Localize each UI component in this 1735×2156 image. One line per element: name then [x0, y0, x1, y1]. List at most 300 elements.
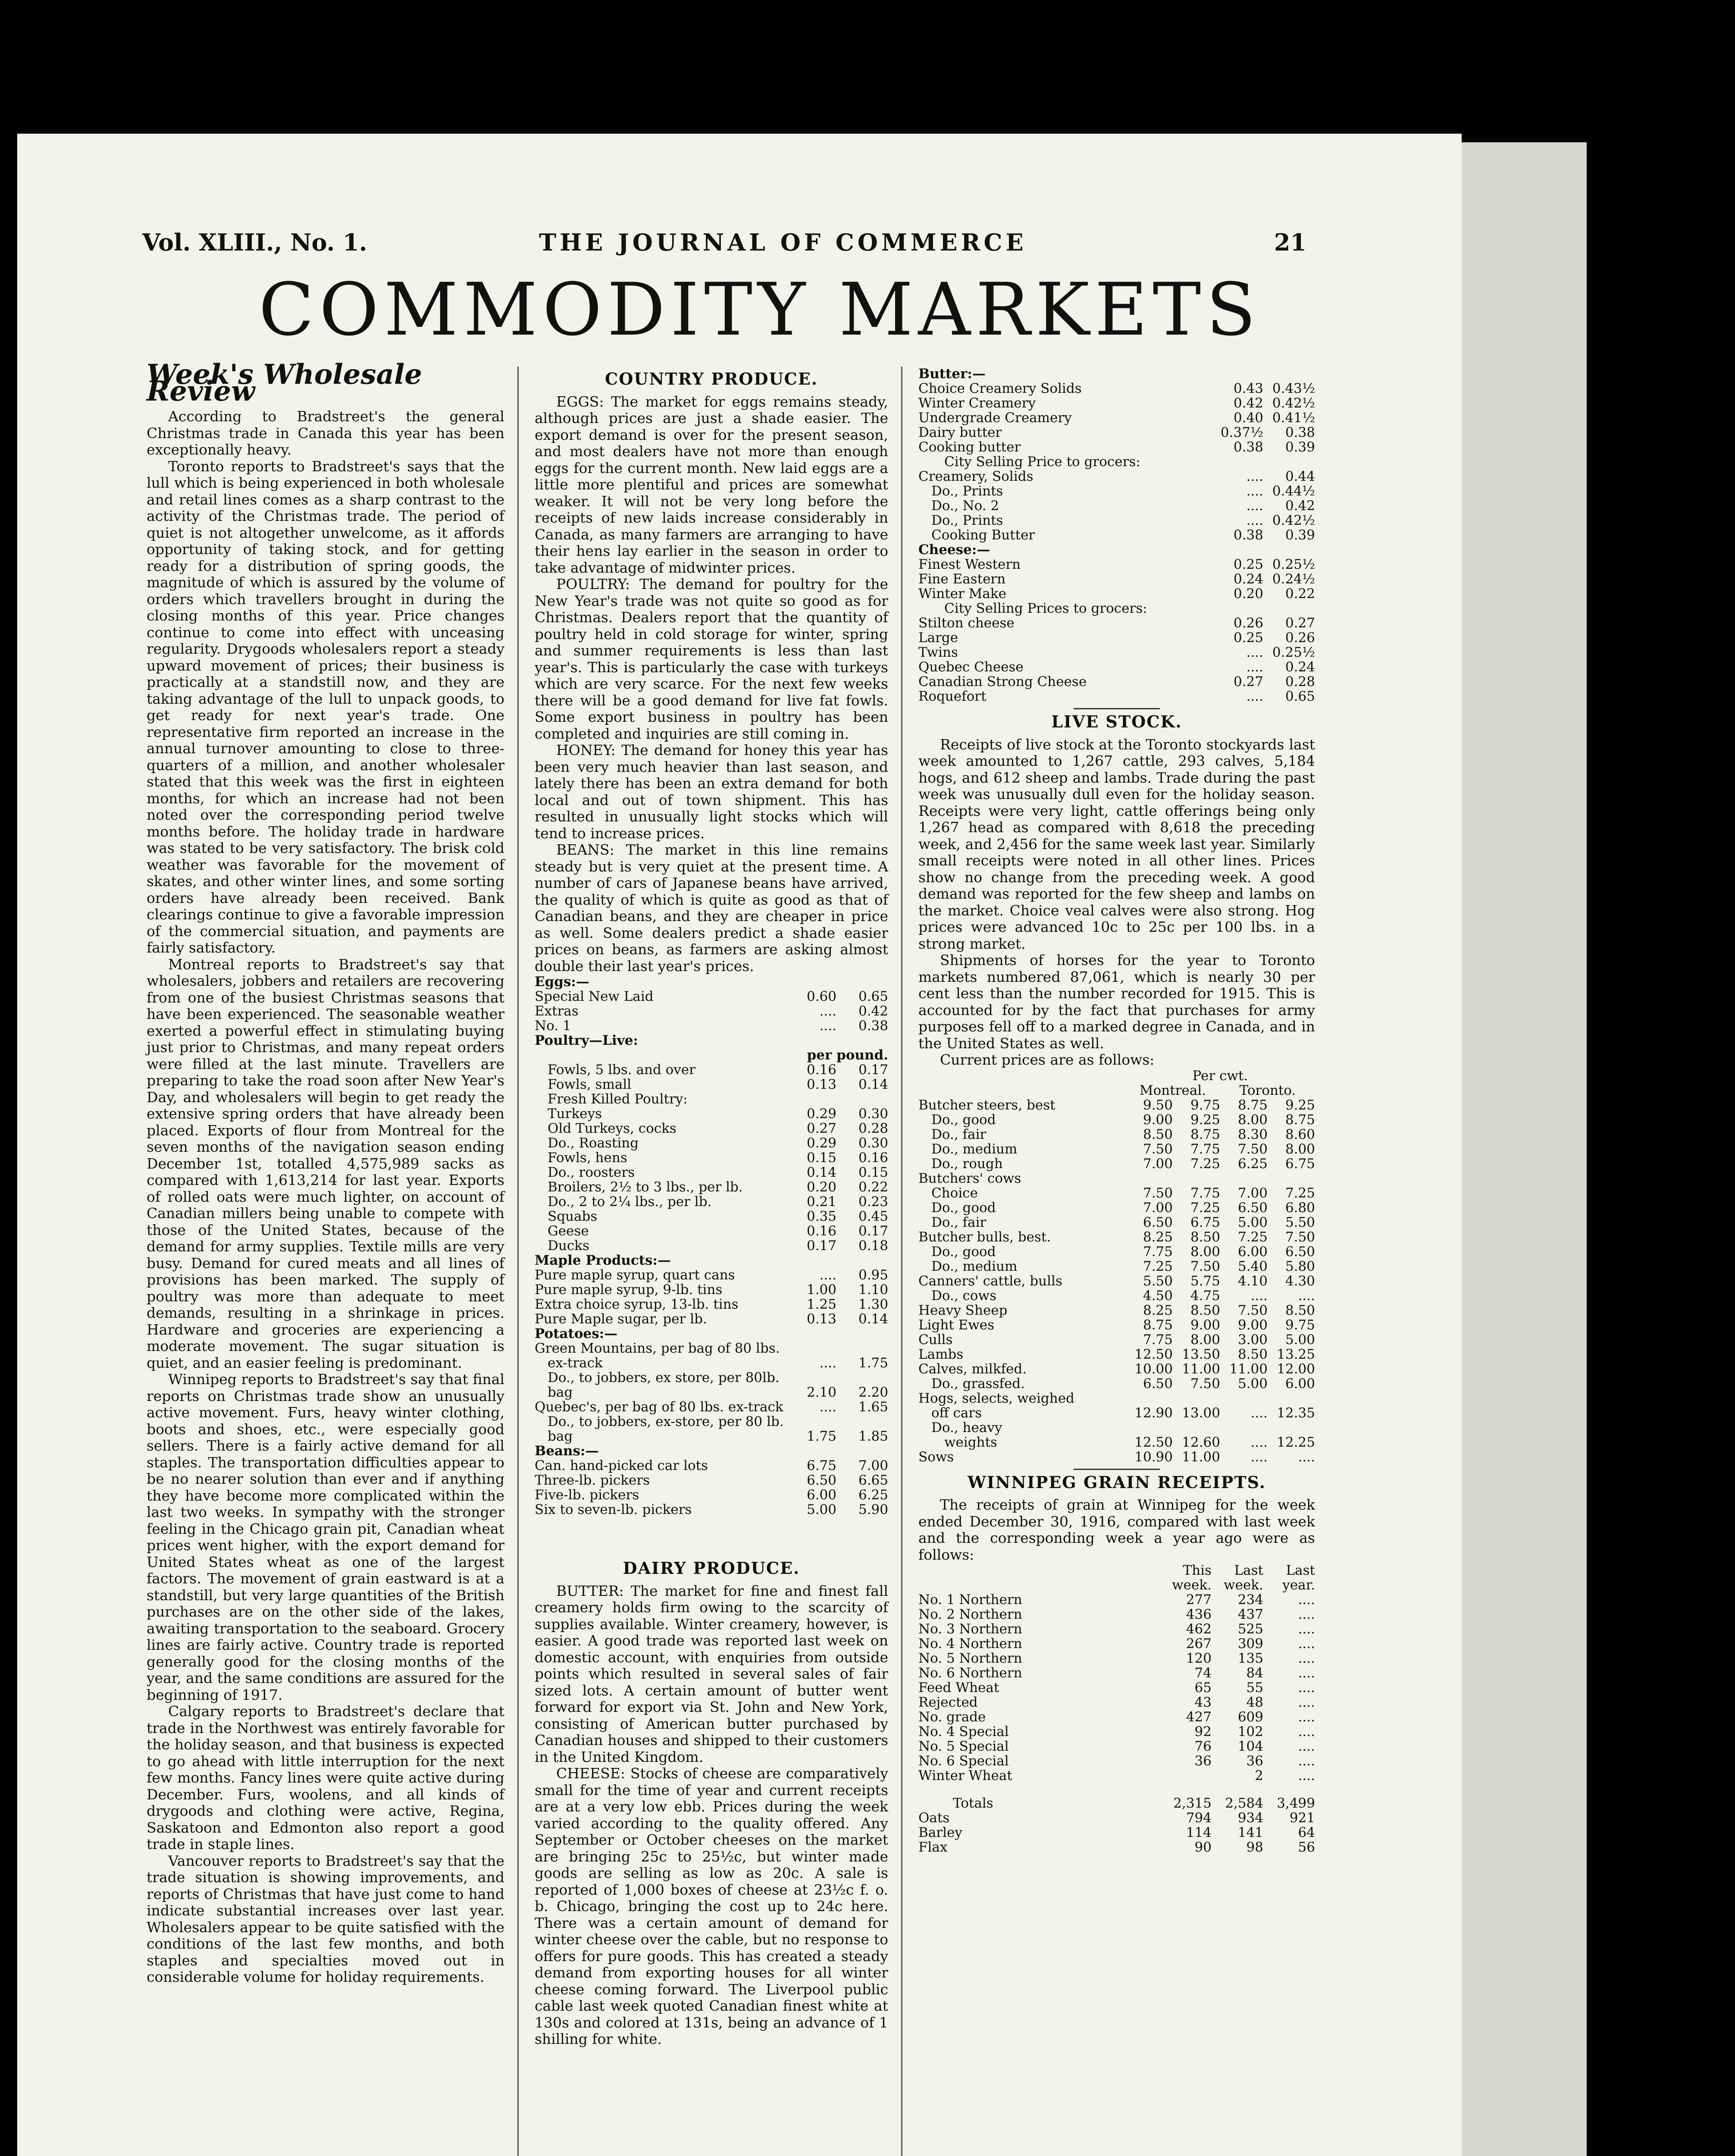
item-label: Broilers, 2½ to 3 lbs., per lb. — [548, 1179, 743, 1195]
price-high: 0.38 — [858, 1018, 888, 1034]
item-label: Turkeys — [548, 1106, 602, 1122]
price-low: .... — [819, 1018, 836, 1034]
grain-value: 309 — [1237, 1636, 1263, 1651]
price-row — [918, 1244, 1315, 1259]
grain-row — [918, 1636, 1315, 1651]
item-label: Choice Creamery Solids — [918, 381, 1082, 396]
price-row — [535, 989, 888, 1004]
price-low: 6.75 — [806, 1458, 836, 1473]
grain-value: 114 — [1186, 1825, 1212, 1840]
current-prices-label: Current prices are as follows: — [940, 1051, 1155, 1068]
price-row — [535, 1282, 888, 1297]
price-high — [836, 1092, 888, 1106]
price-cell: 12.25 — [1277, 1434, 1315, 1450]
paragraph: CHEESE: Stocks of cheese are comparatively small for the time of year and current receipts are at a very low ebb. Prices during the week varied according to the quality offered. Any September or October cheeses on the market are bringing 25c to 25½c, but winter made goods are selling as low as 20c. A sale is reported of 1,000 boxes of cheese at 23½c f. o. b. Chicago, bringing the cost up to 24c here. There was a certain amount of demand for winter cheese over the cable, but no response to offers for pure goods. This has created a steady demand from exporting houses for all winter cheese coming forward. The Liverpool public cable last week quoted Canadian finest white at 130s and colored at 131s, being an advance of 1 shilling for white. — [535, 1765, 888, 2047]
price-high — [1263, 454, 1315, 469]
price-row — [918, 1376, 1315, 1391]
grain-value: 921 — [1289, 1810, 1315, 1826]
item-label: Pure maple syrup, 9-lb. tins — [535, 1282, 723, 1297]
price-cell: 7.00 — [1237, 1185, 1268, 1201]
price-cell: 7.50 — [1190, 1258, 1220, 1274]
price-high — [1263, 542, 1315, 557]
price-row — [918, 660, 1315, 674]
price-cell: 9.25 — [1285, 1097, 1315, 1113]
item-label: Winter Make — [918, 586, 1007, 602]
item-label: Butchers' cows — [918, 1170, 1021, 1186]
price-cell: 8.75 — [1285, 1112, 1315, 1128]
price-cell — [1268, 1171, 1315, 1186]
price-high — [836, 1341, 888, 1356]
item-label: Do., rough — [931, 1156, 1003, 1172]
price-cell: 8.00 — [1190, 1244, 1220, 1260]
price-row — [535, 1370, 888, 1385]
grain-value: 56 — [1298, 1839, 1315, 1855]
paragraph: According to Bradstreet's the general Christmas trade in Canada this year has been exceptionally heavy. — [147, 408, 504, 458]
grain-receipts-table — [918, 1563, 1315, 1855]
item-label: Lambs — [918, 1346, 964, 1362]
price-row — [918, 601, 1315, 616]
price-high: 7.00 — [858, 1458, 888, 1473]
price-row — [535, 1004, 888, 1018]
live-stock-body — [918, 736, 1315, 1052]
item-label: Do., medium — [931, 1141, 1018, 1157]
price-high: 0.17 — [858, 1062, 888, 1078]
price-row — [918, 1450, 1315, 1464]
toronto-header: Toronto. — [1239, 1082, 1296, 1098]
grain-value: .... — [1298, 1709, 1315, 1725]
price-row — [535, 1356, 888, 1370]
grain-row — [918, 1840, 1315, 1855]
paragraph: Receipts of live stock at the Toronto stockyards last week amounted to 1,267 cattle, 293 calves, 5,184 hogs, and 612 sheep and lambs. Trade during the past week was unusually dull even for the holiday season. Receipts were very light, cattle offerings being only 1,267 head as compared with 8,618 the preceding week, and 2,456 for the same week last year. Similarly small receipts were noted in all other lines. Prices show no change from the preceding week. A good demand was reported for the few sheep and lambs on the market. Choice veal calves were also strong. Hog prices were advanced 10c to 25c per 100 lbs. in a strong market. — [918, 736, 1315, 952]
item-label: Fresh Killed Poultry: — [548, 1091, 688, 1107]
item-label: Hogs, selects, weighed — [918, 1390, 1074, 1406]
price-row — [535, 1033, 888, 1048]
section-rule — [1074, 708, 1160, 709]
price-row — [918, 1435, 1315, 1450]
item-label: Butter:— — [918, 366, 986, 382]
grain-value: 934 — [1237, 1810, 1263, 1826]
item-label: Do., medium — [931, 1258, 1018, 1274]
price-cell: 6.80 — [1285, 1200, 1315, 1216]
price-high: 0.17 — [858, 1223, 888, 1239]
paragraph: BEANS: The market in this line remains steady but is very quiet at the present time. A number of cars of Japanese beans have arrived, the quality of which is quite as good as that of Canadian beans, and they are cheaper in price as well. Some dealers predict a shade easier prices on beans, as farmers are asking almost double their last year's prices. — [535, 841, 888, 975]
price-row — [918, 674, 1315, 689]
grain-value: 84 — [1246, 1665, 1263, 1681]
price-cell: 5.80 — [1285, 1258, 1315, 1274]
price-low: .... — [1246, 469, 1263, 484]
grain-value: 135 — [1237, 1651, 1263, 1666]
item-label: Extra choice syrup, 13-lb. tins — [535, 1297, 739, 1312]
live-stock-table — [918, 1069, 1315, 1464]
price-high: 0.42 — [858, 1003, 888, 1019]
grain-value: 2 — [1255, 1768, 1263, 1783]
price-row — [535, 1136, 888, 1150]
item-label: Large — [918, 630, 958, 646]
price-high: 0.42½ — [1272, 395, 1315, 411]
grain-column-header: week. — [1224, 1577, 1263, 1593]
grain-row — [918, 1607, 1315, 1622]
grain-label: No. 4 Northern — [918, 1636, 1022, 1651]
item-label: Culls — [918, 1332, 953, 1348]
price-cell — [1173, 1171, 1220, 1186]
price-low: 6.00 — [806, 1487, 836, 1503]
item-label: Can. hand-picked car lots — [535, 1458, 708, 1473]
price-high: 0.95 — [858, 1267, 888, 1283]
price-cell: 8.60 — [1285, 1126, 1315, 1142]
column-wholesale — [147, 358, 504, 1986]
grain-value: 234 — [1237, 1592, 1263, 1608]
price-cell: 7.25 — [1285, 1185, 1315, 1201]
column-markets — [918, 367, 1315, 1855]
item-label: Do., good — [931, 1244, 996, 1260]
item-label: Quebec's, per bag of 80 lbs. ex-track — [535, 1399, 783, 1415]
item-label: Pure maple syrup, quart cans — [535, 1267, 735, 1283]
price-row — [918, 1171, 1315, 1186]
paragraph: HONEY: The demand for honey this year has been very much heavier than last season, and lately there has been an extra demand for both local and out of town shipment. This has resulted in unusually light stocks which will tend to increase prices. — [535, 742, 888, 842]
price-cell: 12.35 — [1277, 1405, 1315, 1421]
grain-value: 436 — [1186, 1607, 1212, 1622]
grain-value: 90 — [1194, 1839, 1212, 1855]
item-label: City Selling Prices to grocers: — [944, 601, 1147, 616]
item-label: Do., Prints — [931, 483, 1003, 499]
price-cell: 9.00 — [1190, 1317, 1220, 1333]
item-label: Beans:— — [535, 1443, 599, 1459]
item-label: Old Turkeys, cocks — [548, 1121, 676, 1136]
price-cell: 8.25 — [1143, 1302, 1173, 1318]
price-cell: 13.50 — [1182, 1346, 1220, 1362]
per-cwt-label: Per cwt. — [1192, 1068, 1248, 1084]
grain-row — [918, 1666, 1315, 1680]
item-label: Six to seven-lb. pickers — [535, 1502, 692, 1517]
price-row — [918, 469, 1315, 484]
price-low: .... — [819, 1355, 836, 1371]
price-row — [918, 411, 1315, 425]
grain-column-header: Last — [1234, 1563, 1263, 1578]
price-high: 0.26 — [1285, 630, 1315, 646]
price-row — [535, 1488, 888, 1502]
price-row — [535, 1341, 888, 1356]
grain-value: 74 — [1194, 1665, 1212, 1681]
price-row — [535, 1224, 888, 1238]
grain-value: 277 — [1186, 1592, 1212, 1608]
price-low: 0.38 — [1233, 527, 1263, 543]
price-low: .... — [1246, 483, 1263, 499]
price-high: 0.28 — [1285, 674, 1315, 689]
price-cell: 3.00 — [1237, 1332, 1268, 1348]
price-cell — [1220, 1420, 1268, 1435]
grain-label: Feed Wheat — [918, 1680, 999, 1695]
price-high — [1263, 367, 1315, 381]
item-label: Five-lb. pickers — [535, 1487, 639, 1503]
paragraph: Montreal reports to Bradstreet's say that wholesalers, jobbers and retailers are recovering from one of the busiest Christmas seasons that have been experienced. The seasonable weather exerted a powerful effect in stimulating buying just prior to Christmas, and many repeat orders were filled at the last minute. Travellers are preparing to take the road soon after New Year's Day, and wholesalers will begin to get ready the extensive spring orders that have already been placed. Exports of flour from Montreal for the seven months of the navigation season ending December 1st, totalled 4,575,989 sacks as compared with 1,613,214 for last year. Exports of rolled oats were much lighter, on account of Canadian millers being unable to compete with those of the United States, because of the demand for army supplies. Textile mills are very busy. Demand for cured meats and all lines of provisions has been marked. The supply of poultry was more than adequate to meet demands, resulting in a shrinkage in prices. Hardware and groceries are experiencing a moderate movement. The sugar situation is quiet, and an easier feeling is predominant. — [147, 956, 504, 1371]
price-high: 0.65 — [858, 989, 888, 1004]
item-label: City Selling Price to grocers: — [944, 454, 1140, 470]
price-low: 0.37½ — [1220, 425, 1263, 440]
price-row — [918, 381, 1315, 396]
price-cell: 7.25 — [1190, 1156, 1220, 1172]
price-row — [535, 1297, 888, 1312]
price-low: .... — [1246, 659, 1263, 675]
item-label: Cheese:— — [918, 542, 990, 558]
item-label: Squabs — [548, 1209, 598, 1224]
grain-value: .... — [1298, 1607, 1315, 1622]
price-row — [918, 1362, 1315, 1376]
price-low: 0.25 — [1233, 557, 1263, 572]
price-low: 0.29 — [806, 1106, 836, 1122]
item-label: Fine Eastern — [918, 571, 1006, 587]
price-low: 0.40 — [1233, 410, 1263, 426]
price-cell: 11.00 — [1182, 1361, 1220, 1377]
price-high — [836, 1326, 888, 1341]
price-cell: .... — [1298, 1449, 1315, 1465]
item-label: Finest Western — [918, 557, 1021, 572]
grain-label: Oats — [918, 1810, 950, 1826]
price-cell: 4.50 — [1143, 1288, 1173, 1304]
price-high: 0.39 — [1285, 439, 1315, 455]
price-cell: 7.50 — [1143, 1185, 1173, 1201]
price-low: 1.25 — [806, 1297, 836, 1312]
price-row — [535, 1312, 888, 1326]
price-high: 0.44 — [1285, 469, 1315, 484]
grain-value: .... — [1298, 1753, 1315, 1769]
wholesale-title: Week's Wholesale Review — [147, 358, 422, 407]
price-cell — [1220, 1171, 1268, 1186]
grain-column-header: Last — [1286, 1563, 1315, 1578]
price-cell: 12.00 — [1277, 1361, 1315, 1377]
price-cell: 8.00 — [1285, 1141, 1315, 1157]
price-cell: .... — [1250, 1449, 1268, 1465]
grain-column-header: This — [1183, 1563, 1212, 1578]
item-label: Do., roosters — [548, 1165, 635, 1180]
volume-number: Vol. XLIII., No. 1. — [142, 229, 367, 256]
item-label: Cooking butter — [918, 439, 1021, 455]
item-label: Green Mountains, per bag of 80 lbs. — [535, 1341, 780, 1356]
price-row — [535, 1018, 888, 1033]
price-high: 0.18 — [858, 1238, 888, 1253]
price-high: 1.85 — [858, 1429, 888, 1444]
price-row — [918, 396, 1315, 411]
price-high: 0.30 — [858, 1135, 888, 1151]
price-row — [918, 1420, 1315, 1435]
price-low: 0.42 — [1233, 395, 1263, 411]
price-low: .... — [819, 1267, 836, 1283]
price-high: 6.25 — [858, 1487, 888, 1503]
price-cell: 6.25 — [1237, 1156, 1268, 1172]
price-cell — [1220, 1391, 1268, 1406]
item-label: Fowls, small — [548, 1077, 632, 1092]
grain-label: Winter Wheat — [918, 1768, 1012, 1783]
price-row — [535, 1502, 888, 1517]
paragraph: POULTRY: The demand for poultry for the New Year's trade was not quite so good as for Christmas. Dealers report that the quantity of poultry held in cold storage for winter, spring and summer requirements is less than last year's. This is particularly the case with turkeys which are very scarce. For the next few weeks there will be a good demand for live fat fowls. Some export business in poultry has been completed and inquiries are still coming in. — [535, 576, 888, 742]
price-low: 0.14 — [806, 1165, 836, 1180]
price-high: 0.43½ — [1272, 381, 1315, 396]
price-row — [918, 586, 1315, 601]
price-row — [918, 1127, 1315, 1142]
price-row — [535, 1253, 888, 1268]
price-cell: 8.50 — [1190, 1229, 1220, 1245]
price-low: 0.35 — [806, 1209, 836, 1224]
price-cell — [1125, 1420, 1173, 1435]
grain-row — [918, 1768, 1315, 1783]
grain-label: No. 3 Northern — [918, 1621, 1022, 1637]
price-cell: 6.50 — [1237, 1200, 1268, 1216]
price-low — [785, 1414, 836, 1429]
price-row — [918, 1347, 1315, 1362]
price-high: 1.10 — [858, 1282, 888, 1297]
price-low — [1212, 454, 1263, 469]
price-row — [535, 1150, 888, 1165]
price-low: 0.13 — [806, 1077, 836, 1092]
price-cell: 7.50 — [1285, 1229, 1315, 1245]
grain-row — [918, 1783, 1315, 1811]
price-low — [1212, 542, 1263, 557]
grain-row — [918, 1825, 1315, 1840]
price-low — [785, 1370, 836, 1385]
paragraph: Winnipeg reports to Bradstreet's say that final reports on Christmas trade show an unusually active movement. Furs, heavy winter clothing, boots and shoes, etc., were especially good sellers. There is a fairly active demand for all staples. The transportation difficulties appear to be no nearer solution than ever and if anything they have become more complicated within the last two weeks. In sympathy with the stronger feeling in the Chicago grain pit, Canadian wheat prices went higher, with the export demand for United States wheat as one of the largest factors. The movement of grain eastward is at a standstill, but very large quantities of the British purchases are on the other side of the lakes, awaiting transportation to the seaboard. Grocery lines are fairly active. Country trade is reported generally good for the closing months of the year, and the same conditions are assured for the beginning of 1917. — [147, 1371, 504, 1703]
price-cell: 7.50 — [1190, 1376, 1220, 1391]
item-label: bag — [548, 1385, 573, 1400]
price-high — [836, 1370, 888, 1385]
grain-label: No. 2 Northern — [918, 1607, 1022, 1622]
price-cell: 8.75 — [1143, 1317, 1173, 1333]
grain-label: Totals — [953, 1796, 993, 1811]
price-cell: 6.50 — [1285, 1244, 1315, 1260]
montreal-header: Montreal. — [1139, 1082, 1206, 1098]
price-row — [535, 1194, 888, 1209]
price-low: 0.29 — [806, 1135, 836, 1151]
price-low: .... — [819, 1399, 836, 1415]
price-low: 0.27 — [806, 1121, 836, 1136]
price-cell — [1268, 1420, 1315, 1435]
item-label: Do., fair — [931, 1214, 987, 1230]
grain-value: 2,315 — [1173, 1796, 1212, 1811]
price-row — [535, 1414, 888, 1429]
price-cell: 7.50 — [1237, 1302, 1268, 1318]
item-label: ex-track — [548, 1355, 603, 1371]
price-row — [918, 645, 1315, 660]
live-stock-title: LIVE STOCK. — [1051, 712, 1182, 731]
item-label: Do., good — [931, 1112, 996, 1128]
grain-value: 55 — [1246, 1680, 1263, 1695]
item-label: Butcher steers, best — [918, 1097, 1055, 1113]
price-low: 0.17 — [806, 1238, 836, 1253]
price-low — [785, 1326, 836, 1341]
paragraph: Vancouver reports to Bradstreet's say that the trade situation is showing improvements, and reports of Christmas that have just come to hand indicate substantial increases over last year. Wholesalers appear to be quite satisfied with the conditions of the last few months, and both staples and specialties moved out in considerable volume for holiday requirements. — [147, 1852, 504, 1985]
price-low: 0.26 — [1233, 615, 1263, 631]
price-row — [918, 689, 1315, 704]
item-label: Special New Laid — [535, 989, 654, 1004]
price-cell — [1268, 1391, 1315, 1406]
paragraph: Toronto reports to Bradstreet's says that the lull which is being experienced in both wholesale and retail lines comes as a sharp contrast to the activity of the Christmas trade. The period of quiet is not altogether unwelcome, as it affords opportunity of taking stock, and for getting ready for a distribution of spring goods, the magnitude of which is assured by the volume of orders which travellers brought in during the closing months of this year. Price changes continue to come into effect with unceasing regularity. Drygoods wholesalers report a steady upward movement of prices; their business is practically at a standstill now, and they are taking advantage of the lull to unpack goods, to get ready for next year's trade. One representative firm reported an increase in the annual turnover amounting to close to three-quarters of a million, and another wholesaler stated that this week was the first in eighteen months, for which an increase had not been noted over the corresponding period twelve months before. The holiday trade in hardware was stated to be very satisfactory. The brisk cold weather was favorable for the movement of skates, and other winter lines, and some sorting orders have already been received. Bank clearings continue to give a favorable impression of the commercial situation, and payments are fairly satisfactory. — [147, 458, 504, 956]
price-cell: 4.10 — [1237, 1273, 1268, 1289]
price-cell: 7.50 — [1143, 1141, 1173, 1157]
price-row — [918, 1200, 1315, 1215]
price-row — [535, 1048, 888, 1062]
item-label: Calves, milkfed. — [918, 1361, 1027, 1377]
item-label: Maple Products:— — [535, 1253, 671, 1268]
price-high: 0.23 — [858, 1194, 888, 1210]
grain-value: 104 — [1237, 1739, 1263, 1754]
price-cell: 7.75 — [1143, 1244, 1173, 1260]
price-low: 0.38 — [1233, 439, 1263, 455]
price-row — [918, 1391, 1315, 1406]
column-produce — [535, 367, 888, 2048]
price-row — [918, 454, 1315, 469]
price-cell: .... — [1250, 1405, 1268, 1421]
price-cell — [1125, 1171, 1173, 1186]
price-high: 0.14 — [858, 1077, 888, 1092]
price-row — [535, 1473, 888, 1488]
price-cell: 5.00 — [1237, 1214, 1268, 1230]
adjacent-page-edge — [1462, 142, 1587, 2156]
grain-value: 462 — [1186, 1621, 1212, 1637]
price-low: 0.20 — [806, 1179, 836, 1195]
journal-name: THE JOURNAL OF COMMERCE — [539, 229, 1027, 256]
price-row — [535, 1180, 888, 1194]
price-row — [535, 1385, 888, 1400]
price-high: 0.27 — [1285, 615, 1315, 631]
price-high: 0.42½ — [1272, 513, 1315, 528]
price-row — [535, 975, 888, 989]
price-cell: 9.00 — [1237, 1317, 1268, 1333]
price-cell: 8.25 — [1143, 1229, 1173, 1245]
grain-column-header: week. — [1172, 1577, 1212, 1593]
price-high: 0.24 — [1285, 659, 1315, 675]
price-low: 6.50 — [806, 1473, 836, 1488]
grain-value: .... — [1298, 1695, 1315, 1710]
item-label: Poultry—Live: — [535, 1033, 638, 1048]
price-row — [918, 513, 1315, 528]
grain-value: .... — [1298, 1665, 1315, 1681]
price-cell: 9.50 — [1143, 1097, 1173, 1113]
price-row — [535, 1121, 888, 1136]
grain-value: 427 — [1186, 1709, 1212, 1725]
item-label: Do., to jobbers, ex store, per 80lb. — [548, 1370, 780, 1385]
grain-label: No. 4 Special — [918, 1724, 1009, 1739]
item-label — [535, 1048, 785, 1062]
grain-row — [918, 1739, 1315, 1754]
item-label: Eggs:— — [535, 974, 589, 990]
price-row — [535, 1268, 888, 1282]
price-cell: 5.40 — [1237, 1258, 1268, 1274]
price-row — [918, 1156, 1315, 1171]
column-rule — [517, 367, 519, 2156]
item-label: Fowls, hens — [548, 1150, 627, 1166]
price-cell: 5.00 — [1237, 1376, 1268, 1391]
price-row — [918, 1098, 1315, 1112]
grain-label: No. 6 Special — [918, 1753, 1009, 1769]
price-cell: 8.50 — [1190, 1302, 1220, 1318]
grain-label: No. 5 Special — [918, 1739, 1009, 1754]
price-row — [918, 557, 1315, 572]
masthead: COMMODITY MARKETS — [259, 267, 1261, 352]
price-row — [918, 542, 1315, 557]
grain-value: 3,499 — [1277, 1796, 1315, 1811]
price-row — [918, 1318, 1315, 1332]
price-cell: 10.00 — [1134, 1361, 1173, 1377]
price-row — [535, 1092, 888, 1106]
price-low — [1212, 601, 1263, 616]
item-label: Quebec Cheese — [918, 659, 1024, 675]
paragraph: Shipments of horses for the year to Toronto markets numbered 87,061, which is nearly 30 per cent less than the number recorded for 1915. This is accounted for by the fact that purchases for army purposes fell off to a marked degree in Canada, and in the United States as well. — [918, 952, 1315, 1052]
item-label: Geese — [548, 1223, 589, 1239]
price-low: 2.10 — [806, 1385, 836, 1400]
item-label: Do., fair — [931, 1126, 987, 1142]
price-low: 5.00 — [806, 1502, 836, 1517]
price-high — [836, 975, 888, 989]
price-high — [836, 1253, 888, 1268]
price-high — [836, 1414, 888, 1429]
